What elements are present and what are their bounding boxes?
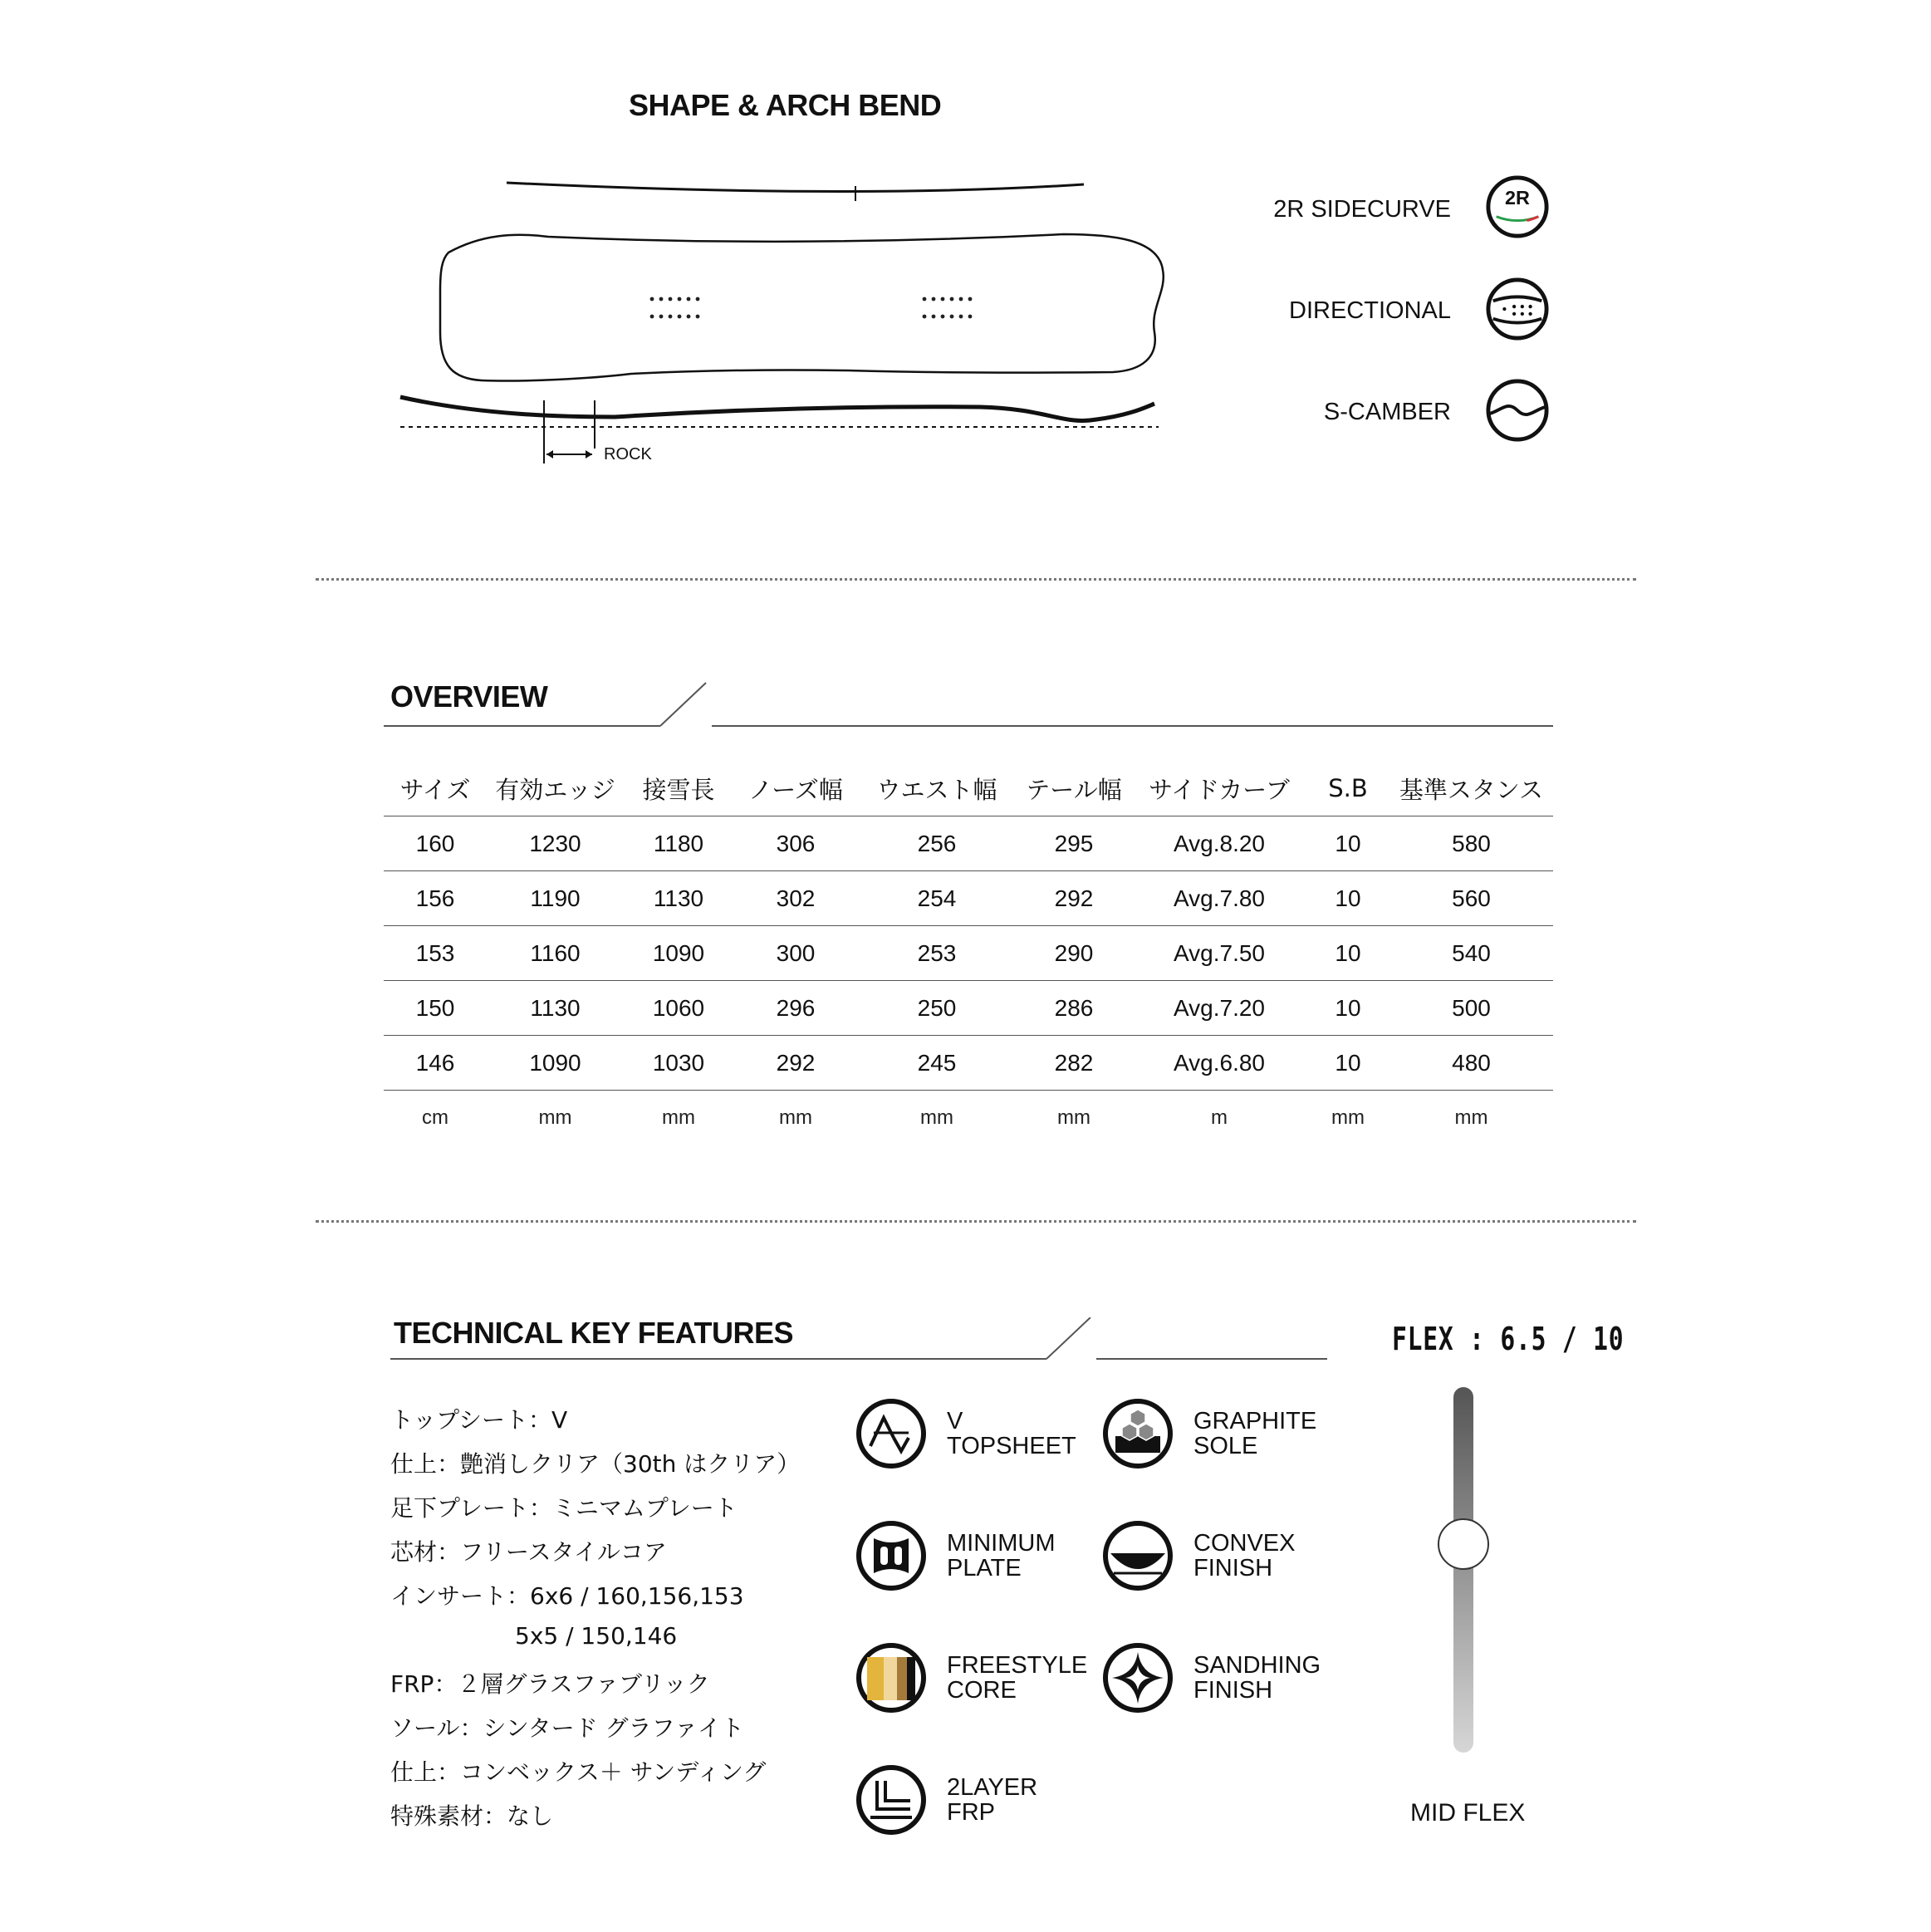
table-cell: Avg.7.80 <box>1132 871 1306 926</box>
spec-finish-2: 仕上：コンベックス＋ サンディング <box>390 1758 767 1786</box>
header-effective-edge: 有効エッジ <box>487 761 624 816</box>
table-cell: 292 <box>1016 871 1132 926</box>
table-cell: 306 <box>733 816 858 871</box>
table-cell: 10 <box>1306 1036 1389 1091</box>
table-cell: 160 <box>384 816 487 871</box>
table-row <box>384 816 1553 871</box>
table-cell: 1030 <box>624 1036 733 1091</box>
table-cell: 250 <box>858 981 1016 1036</box>
table-cell: Avg.7.50 <box>1132 926 1306 981</box>
table-cell: 296 <box>733 981 858 1036</box>
feature-graphite-sole-line2: SOLE <box>1193 1433 1258 1459</box>
table-cell: 1180 <box>624 816 733 871</box>
spec-finish: 仕上：艶消しクリア（30th はクリア） <box>390 1450 801 1478</box>
feature-2layer-frp-line1: 2LAYER <box>947 1774 1038 1801</box>
table-cell: 282 <box>1016 1036 1132 1091</box>
feature-label-directional: DIRECTIONAL <box>1289 297 1451 324</box>
unit-cell: m <box>1211 1106 1228 1129</box>
feature-label-2r-sidecurve: 2R SIDECURVE <box>1273 196 1451 223</box>
feature-freestyle-core-line1: FREESTYLE <box>947 1652 1088 1679</box>
feature-graphite-sole-line1: GRAPHITE <box>1193 1408 1317 1434</box>
table-row <box>384 981 1553 1036</box>
unit-cell: mm <box>1057 1106 1090 1129</box>
header-nose-width: ノーズ幅 <box>733 761 858 816</box>
section-divider-2 <box>316 1220 1636 1223</box>
header-sidecut: サイドカーブ <box>1132 761 1306 816</box>
table-cell: 153 <box>384 926 487 981</box>
feature-convex-finish-line2: FINISH <box>1193 1555 1273 1581</box>
table-cell: 1190 <box>487 871 624 926</box>
header-setback: S.B <box>1306 761 1389 816</box>
spec-core: 芯材：フリースタイルコア <box>390 1538 667 1566</box>
table-row <box>384 1036 1553 1091</box>
flex-slider-knob <box>1438 1518 1489 1570</box>
shape-section-title: SHAPE & ARCH BEND <box>629 88 942 122</box>
table-cell: 290 <box>1016 926 1132 981</box>
table-cell: 10 <box>1306 926 1389 981</box>
sandhing-finish-icon <box>1102 1642 1174 1714</box>
flex-title: FLEX : 6.5 / 10 <box>1392 1321 1625 1357</box>
spec-special-material: 特殊素材：なし <box>390 1802 554 1830</box>
table-cell: 156 <box>384 871 487 926</box>
spec-insert-sub: 5x5 / 150,146 <box>515 1622 678 1650</box>
board-profile-line <box>507 183 1084 192</box>
flex-slider-track <box>1453 1387 1473 1753</box>
table-row <box>384 926 1553 981</box>
table-cell: 300 <box>733 926 858 981</box>
unit-cell: mm <box>779 1106 812 1129</box>
table-cell: 1130 <box>487 981 624 1036</box>
table-cell: 302 <box>733 871 858 926</box>
header-contact-length: 接雪長 <box>624 761 733 816</box>
board-outline <box>440 234 1164 381</box>
flex-rating-label: MID FLEX <box>1410 1799 1526 1827</box>
feature-v-topsheet-line1: V <box>947 1408 963 1434</box>
table-cell: 1230 <box>487 816 624 871</box>
camber-profile <box>400 397 1154 420</box>
header-tail-width: テール幅 <box>1016 761 1132 816</box>
table-cell: 254 <box>858 871 1016 926</box>
header-waist-width: ウエスト幅 <box>858 761 1016 816</box>
table-cell: 256 <box>858 816 1016 871</box>
table-cell: 10 <box>1306 816 1389 871</box>
table-cell: Avg.8.20 <box>1132 816 1306 871</box>
table-cell: 1130 <box>624 871 733 926</box>
graphite-sole-icon <box>1102 1398 1174 1469</box>
unit-cell: mm <box>1331 1106 1365 1129</box>
technical-title: TECHNICAL KEY FEATURES <box>394 1316 794 1350</box>
header-stance: 基準スタンス <box>1389 761 1553 816</box>
table-cell: Avg.7.20 <box>1132 981 1306 1036</box>
table-cell: 1090 <box>624 926 733 981</box>
table-cell: 150 <box>384 981 487 1036</box>
2layer-frp-icon <box>855 1764 927 1836</box>
feature-minimum-plate-line1: MINIMUM <box>947 1530 1056 1557</box>
rock-label: ROCK <box>604 445 652 463</box>
feature-v-topsheet-line2: TOPSHEET <box>947 1433 1076 1459</box>
spec-topsheet: トップシート：V <box>390 1406 568 1434</box>
header-size: サイズ <box>384 761 487 816</box>
spec-frp: FRP：２層グラスファブリック <box>390 1670 710 1698</box>
feature-label-s-camber: S-CAMBER <box>1323 399 1451 425</box>
feature-convex-finish-line1: CONVEX <box>1193 1530 1296 1557</box>
v-topsheet-icon <box>855 1398 927 1469</box>
unit-cell: mm <box>920 1106 953 1129</box>
table-cell: 292 <box>733 1036 858 1091</box>
2r-sidecurve-icon <box>1485 174 1550 239</box>
spec-plate: 足下プレート：ミニマムプレート <box>390 1494 738 1522</box>
feature-sandhing-finish-line2: FINISH <box>1193 1677 1273 1704</box>
units-row <box>384 1091 1553 1145</box>
table-header-row <box>384 761 1553 816</box>
section-divider-1 <box>316 578 1636 581</box>
table-cell: 580 <box>1389 816 1553 871</box>
directional-icon <box>1485 277 1550 341</box>
s-camber-icon <box>1485 378 1550 443</box>
feature-sandhing-finish-line1: SANDHING <box>1193 1652 1321 1679</box>
table-cell: 10 <box>1306 871 1389 926</box>
2r-badge-text: 2R <box>1505 187 1530 209</box>
unit-cell: mm <box>662 1106 695 1129</box>
table-cell: 295 <box>1016 816 1132 871</box>
unit-cell: mm <box>1454 1106 1488 1129</box>
convex-finish-icon <box>1102 1520 1174 1591</box>
table-cell: 286 <box>1016 981 1132 1036</box>
table-cell: 480 <box>1389 1036 1553 1091</box>
table-cell: 500 <box>1389 981 1553 1036</box>
table-cell: 146 <box>384 1036 487 1091</box>
overview-spec-table <box>384 761 1553 1145</box>
table-cell: 10 <box>1306 981 1389 1036</box>
table-cell: 245 <box>858 1036 1016 1091</box>
table-cell: Avg.6.80 <box>1132 1036 1306 1091</box>
table-cell: 540 <box>1389 926 1553 981</box>
board-shape-diagram <box>382 166 1179 473</box>
feature-minimum-plate-line2: PLATE <box>947 1555 1022 1581</box>
unit-cell: mm <box>538 1106 572 1129</box>
technical-heading-rule <box>390 1317 1337 1367</box>
feature-freestyle-core-line2: CORE <box>947 1677 1017 1704</box>
table-cell: 253 <box>858 926 1016 981</box>
spec-insert: インサート：6x6 / 160,156,153 <box>390 1582 744 1610</box>
overview-title: OVERVIEW <box>390 679 548 713</box>
table-cell: 1090 <box>487 1036 624 1091</box>
unit-cell: cm <box>422 1106 448 1129</box>
spec-sole: ソール：シンタード グラファイト <box>390 1714 744 1742</box>
table-cell: 560 <box>1389 871 1553 926</box>
table-cell: 1060 <box>624 981 733 1036</box>
minimum-plate-icon <box>855 1520 927 1591</box>
table-row <box>384 871 1553 926</box>
freestyle-core-icon <box>855 1642 927 1714</box>
feature-2layer-frp-line2: FRP <box>947 1799 995 1826</box>
table-cell: 1160 <box>487 926 624 981</box>
overview-heading-rule <box>384 681 1563 731</box>
